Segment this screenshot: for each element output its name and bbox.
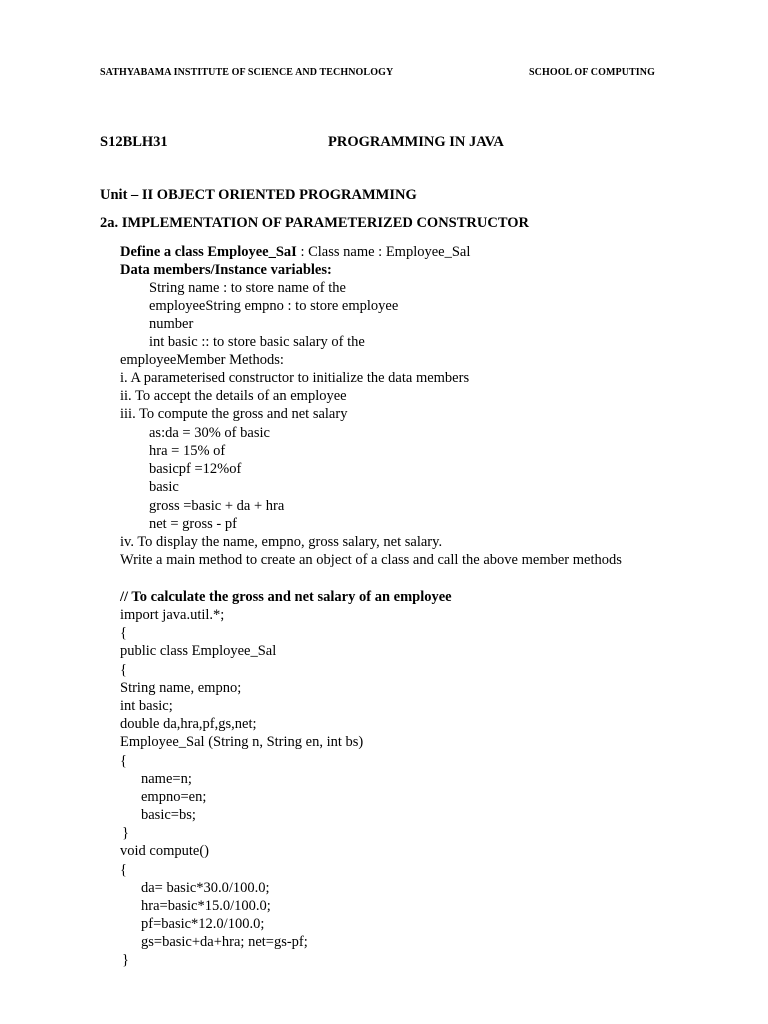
code-line: public class Employee_Sal <box>120 643 277 659</box>
code-line: } <box>122 952 129 968</box>
code-line: void compute() <box>120 843 209 859</box>
unit-heading: Unit – II OBJECT ORIENTED PROGRAMMING <box>100 187 417 203</box>
define-class-rest: : Class name : Employee_Sal <box>296 244 471 260</box>
problem-line: i. A parameterised constructor to initialize the data members <box>120 370 470 386</box>
code-line: { <box>120 662 127 678</box>
problem-line: iii. To compute the gross and net salary <box>120 406 348 422</box>
code-line: gs=basic+da+hra; net=gs-pf; <box>141 934 308 950</box>
code-line: empno=en; <box>141 789 207 805</box>
problem-line: as:da = 30% of basic <box>149 425 270 441</box>
code-line: Employee_Sal (String n, String en, int bs) <box>120 734 364 750</box>
code-line: pf=basic*12.0/100.0; <box>141 916 265 932</box>
define-class-bold: Define a class Employee_SaI <box>120 244 297 260</box>
code-line: String name, empno; <box>120 680 242 696</box>
code-line: { <box>120 753 127 769</box>
course-title: PROGRAMMING IN JAVA <box>328 134 504 150</box>
code-line: import java.util.*; <box>120 607 225 623</box>
code-line: int basic; <box>120 698 173 714</box>
problem-line: gross =basic + da + hra <box>149 498 285 514</box>
problem-line: net = gross - pf <box>149 516 237 532</box>
problem-line: iv. To display the name, empno, gross salary, net salary. <box>120 534 443 550</box>
code-line: { <box>120 625 127 641</box>
code-comment: // To calculate the gross and net salary of an employee <box>120 589 452 605</box>
section-heading: 2a. IMPLEMENTATION OF PARAMETERIZED CONSTRUCTOR <box>100 215 529 231</box>
define-class-line <box>120 243 470 261</box>
institute-name: SATHYABAMA INSTITUTE OF SCIENCE AND TECHNOLOGY <box>100 67 394 78</box>
code-line: hra=basic*15.0/100.0; <box>141 898 271 914</box>
problem-line: number <box>149 316 194 332</box>
code-line: name=n; <box>141 771 192 787</box>
code-line: { <box>120 862 127 878</box>
code-line: } <box>122 825 129 841</box>
problem-line: String name : to store name of the <box>149 280 346 296</box>
problem-line: basicpf =12%of <box>149 461 242 477</box>
course-code: S12BLH31 <box>100 134 168 150</box>
problem-line: basic <box>149 479 179 495</box>
data-members-heading: Data members/Instance variables: <box>120 262 332 278</box>
problem-line: int basic :: to store basic salary of the <box>149 334 365 350</box>
problem-line: employeeString empno : to store employee <box>149 298 399 314</box>
code-line: double da,hra,pf,gs,net; <box>120 716 257 732</box>
problem-line: ii. To accept the details of an employee <box>120 388 347 404</box>
problem-line: Write a main method to create an object of a class and call the above member methods <box>120 552 622 568</box>
problem-line: employeeMember Methods: <box>120 352 284 368</box>
code-line: basic=bs; <box>141 807 196 823</box>
school-name: SCHOOL OF COMPUTING <box>529 67 655 78</box>
code-line: da= basic*30.0/100.0; <box>141 880 270 896</box>
problem-line: hra = 15% of <box>149 443 226 459</box>
